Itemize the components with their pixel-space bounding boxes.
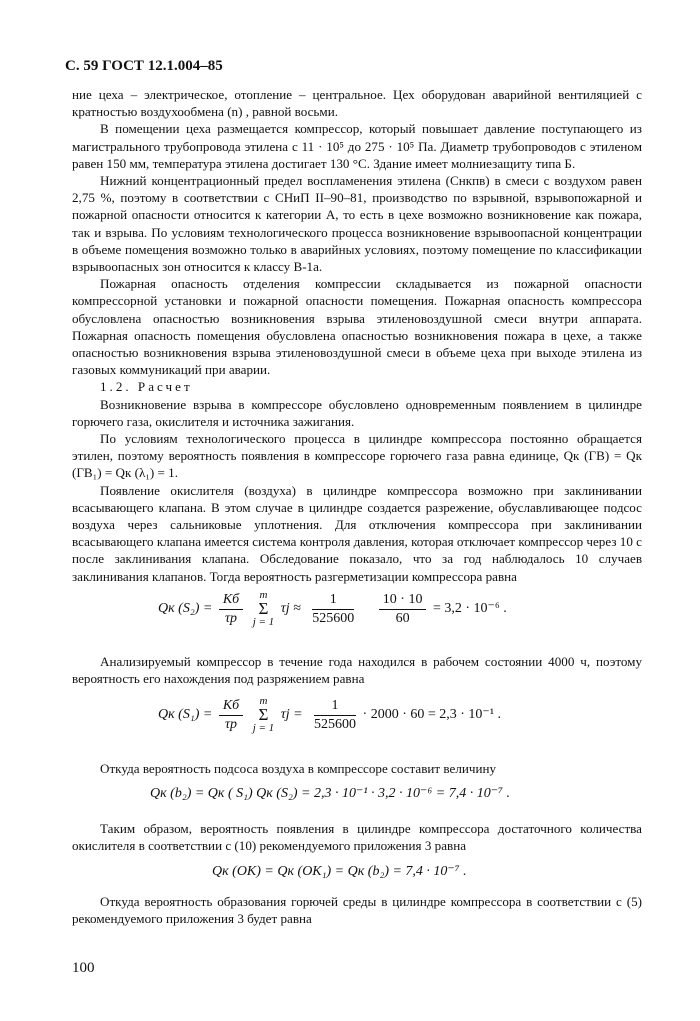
- paragraph: В помещении цеха размещается компрессор, который повышает давление поступающего из магистрального трубопровода этилена с 11 · 10⁵ до 275 · 10⁵ Па. Диаметр трубопроводов с этиленом равен 150 мм, температура этилена достигает 130 °С. Здание имеет молниезащиту типа Б.: [72, 121, 642, 171]
- equation-qk-b2: Qк (b₂) = Qк ( S₁) Qк (S₂) = 2,3 · 10⁻¹ · 3,2 · 10⁻⁶ = 7,4 · 10⁻⁷ .: [150, 786, 510, 801]
- document-body-3: [72, 760, 642, 777]
- document-body-4: [72, 820, 642, 854]
- equation-qk-s1: [158, 696, 501, 734]
- equation-result: = 3,2 · 10⁻⁶ .: [432, 601, 507, 617]
- document-body: [72, 86, 642, 585]
- paragraph: Откуда вероятность образования горючей среды в цилиндре компрессора в соответствии с (5) рекомендуемого приложения 3 будет равна: [72, 894, 642, 927]
- equation-lhs: Qк (S₁) =: [158, 707, 213, 723]
- paragraph: Откуда вероятность подсоса воздуха в компрессоре составит величину: [100, 761, 497, 776]
- paragraph: Анализируемый компрессор в течение года находился в рабочем состоянии 4000 ч, поэтому вероятность его нахождения под разряжением равна: [72, 654, 642, 687]
- summation: m Σ j = 1: [252, 589, 275, 628]
- paragraph: Таким образом, вероятность появления в цилиндре компрессора достаточного количества окислителя в соответствии с (10) рекомендуемого приложения 3 равна: [72, 821, 642, 854]
- equation-term: τj ≈: [280, 601, 301, 617]
- equation-term: τj =: [280, 707, 303, 723]
- equation-lhs: Qк (S₂) =: [158, 601, 213, 617]
- equation-result: · 2000 · 60 = 2,3 · 10⁻¹ .: [362, 707, 502, 723]
- summation: m Σ j = 1: [252, 695, 275, 734]
- document-body-2: [72, 653, 642, 687]
- fraction: $\frac{Kб}{\tau р}$: [219, 591, 243, 628]
- document-body-5: [72, 893, 642, 927]
- paragraph: Возникновение взрыва в компрессоре обусловлено одновременным появлением в цилиндре горючего газа, окислителя и источника зажигания.: [72, 396, 642, 429]
- fraction: $\frac{10 \cdot 10}{60}$: [379, 591, 427, 628]
- equation-qk-ok: Qк (OK) = Qк (OK₁) = Qк (b₂) = 7,4 · 10⁻⁷ .: [212, 864, 467, 879]
- paragraph: Появление окислителя (воздуха) в цилиндре компрессора возможно при заклинивании всасывающего клапана. В этом случае в цилиндре создается разрежение, обуславливающее подсос воздуха через сальниковые уплотнения. Для отключения компрессора при заклинивании всасывающего клапана имеется система контроля давления, которая отключает компрессор через 10 с после заклинивания клапана. Обследование показало, что за год наблюдалось 10 случаев заклинивания клапанов. Тогда вероятность разгерметизации компрессора равна: [72, 482, 642, 584]
- fraction: $\frac{1}{525600}$: [314, 697, 357, 732]
- section-heading: 1.2. Расчет: [100, 379, 193, 395]
- paragraph: По условиям технологического процесса в цилиндре компрессора постоянно обращается этилен, поэтому вероятность появления в компрессоре горючего газа равна единице, Qк (ГВ) = Qк (ГВ₁) = Qк (λ₁) = 1.: [72, 431, 642, 481]
- page-number: 100: [72, 960, 95, 976]
- equation-qk-s2: [158, 590, 507, 628]
- fraction: $\frac{1}{525600}$: [312, 591, 355, 626]
- page-header: С. 59 ГОСТ 12.1.004–85: [65, 58, 223, 74]
- paragraph: Нижний концентрационный предел воспламенения этилена (Cнкпв) в смеси с воздухом равен 2,75 %, поэтому в соответствии с СНиП II–90–81, производство по взрывной, взрывопожарной и пожарной опасности относится к категории А, то есть в цехе возможно возникновение как пожара, так и взрыва. По условиям технологического процесса возникновение взрывоопасной концентрации в объеме помещения возможно только в аварийных условиях, поэтому помещение по классификации взрывоопасных зон относится к классу В-1а.: [72, 173, 642, 275]
- paragraph: Пожарная опасность отделения компрессии складывается из пожарной опасности компрессорной установки и пожарной опасности помещения. Пожарная опасность компрессора обусловлена опасностью возникновения взрыва этиленовоздушной смеси внутри аппарата. Пожарная опасность помещения обусловлена опасностью возникновения пожара в цехе, а также опасностью возникновения взрыва этиленовоздушной смеси в объеме цеха при выходе этилена из газовых коммуникаций при аварии.: [72, 276, 642, 378]
- fraction: $\frac{Kб}{\tau р}$: [219, 697, 243, 734]
- paragraph: ние цеха – электрическое, отопление – центральное. Цех оборудован аварийной вентиляцией с кратностью воздухообмена (n) , равной восьми.: [72, 87, 642, 120]
